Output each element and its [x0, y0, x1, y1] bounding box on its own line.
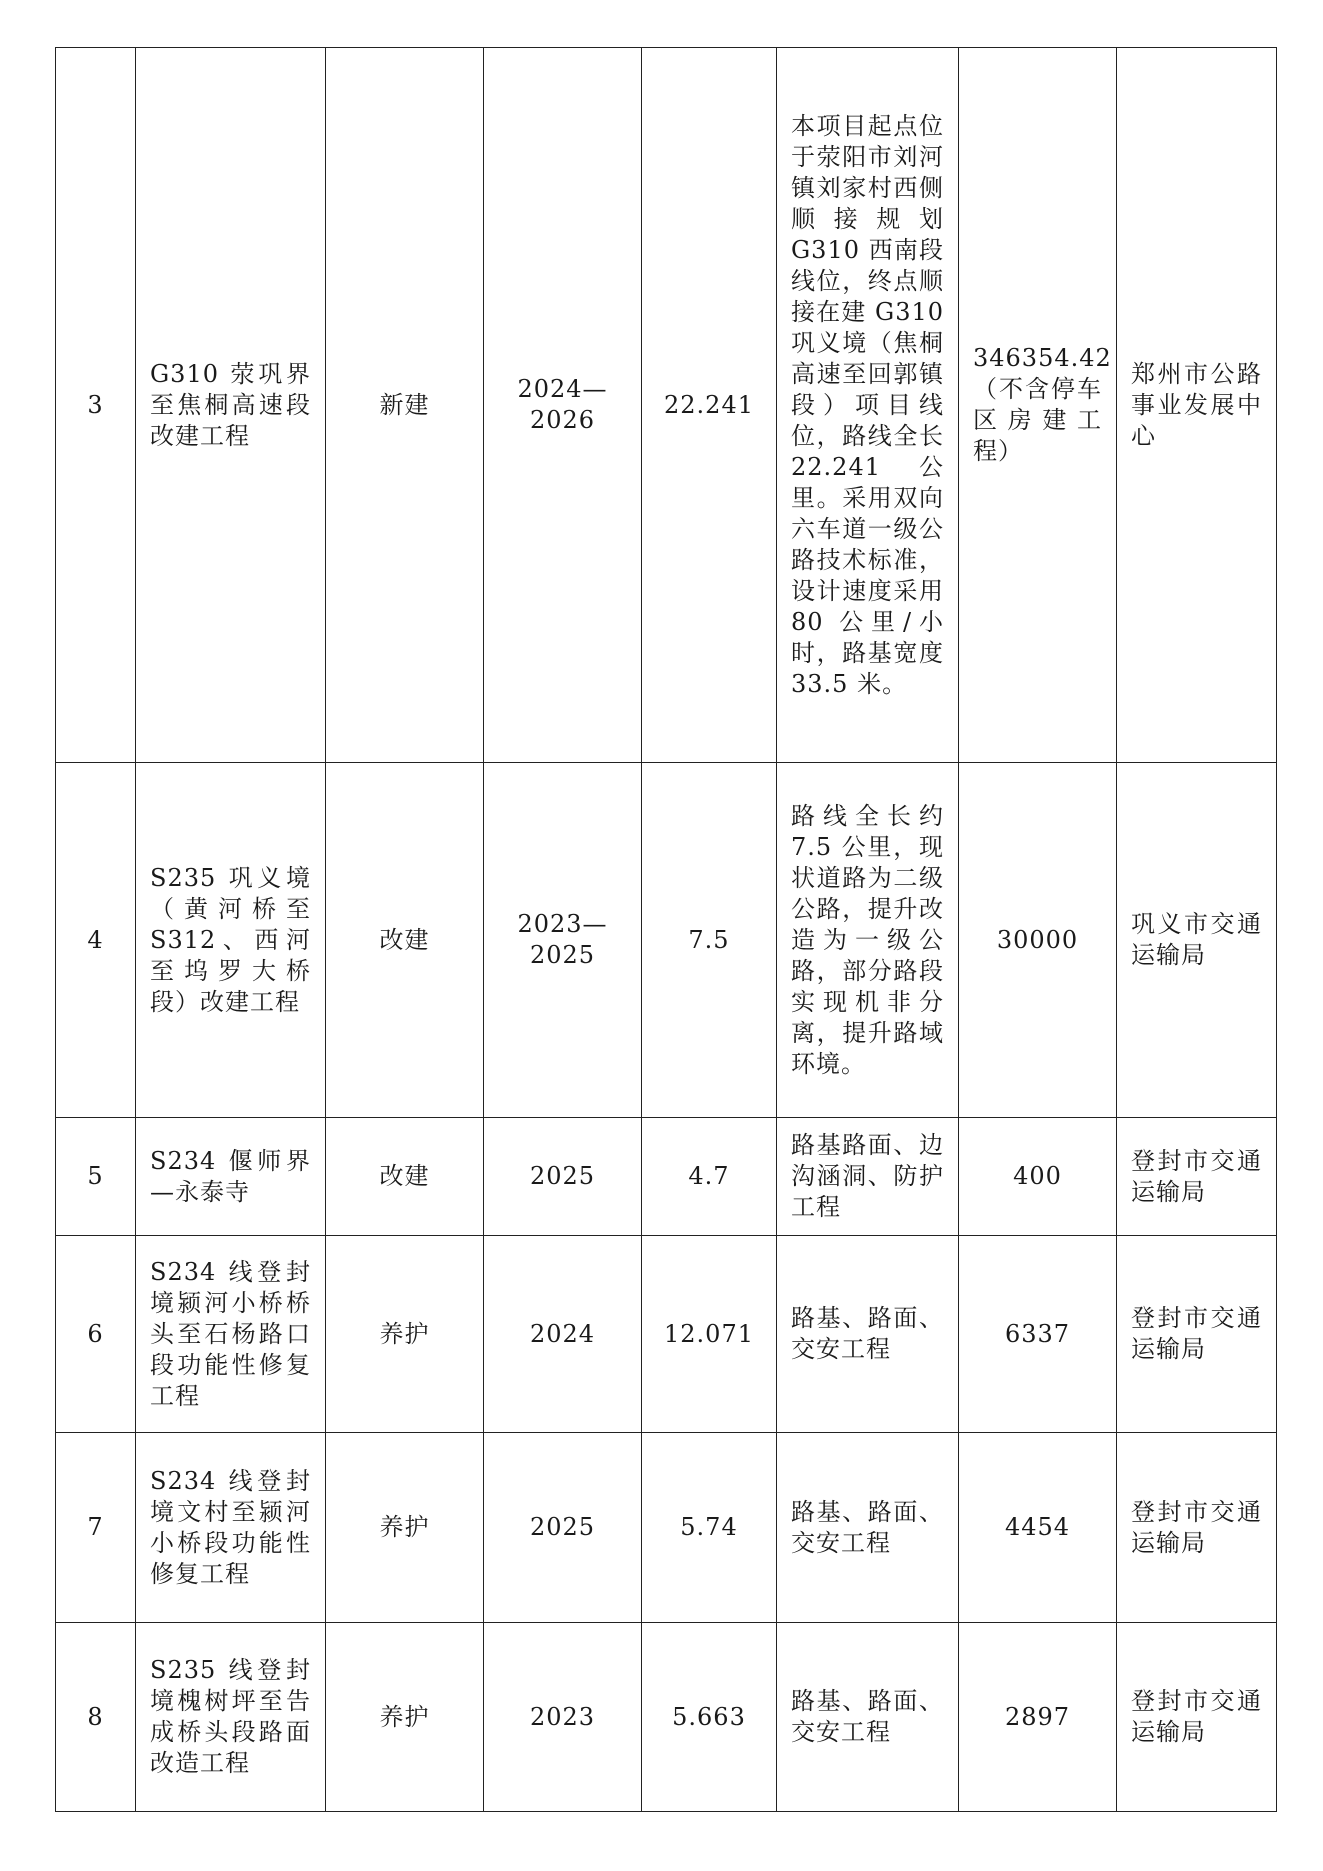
- construction-content: 路线全长约 7.5 公里，现状道路为二级公路，提升改造为一级公路，部分路段实现机非分离，提升路域环境。: [777, 763, 959, 1118]
- route-length: 12.071: [642, 1236, 777, 1433]
- total-investment: 400: [959, 1118, 1117, 1236]
- responsible-unit: 登封市交通运输局: [1117, 1623, 1277, 1812]
- row-number: 7: [56, 1433, 136, 1623]
- total-investment: 2897: [959, 1623, 1117, 1812]
- construction-type: 新建: [326, 48, 484, 763]
- project-name: S234 线登封境颍河小桥桥头至石杨路口段功能性修复工程: [136, 1236, 326, 1433]
- construction-content: 路基、路面、交安工程: [777, 1433, 959, 1623]
- responsible-unit: 登封市交通运输局: [1117, 1433, 1277, 1623]
- route-length: 4.7: [642, 1118, 777, 1236]
- total-investment: 346354.42（不含停车区房建工程）: [959, 48, 1117, 763]
- project-name: S234 偃师界—永泰寺: [136, 1118, 326, 1236]
- project-table: [55, 47, 1277, 1812]
- project-name: G310 荥巩界至焦桐高速段改建工程: [136, 48, 326, 763]
- total-investment: 6337: [959, 1236, 1117, 1433]
- total-investment: 30000: [959, 763, 1117, 1118]
- table-row: [56, 1118, 1277, 1236]
- construction-period: 2025: [484, 1433, 642, 1623]
- row-number: 8: [56, 1623, 136, 1812]
- construction-content: 路基路面、边沟涵洞、防护工程: [777, 1118, 959, 1236]
- construction-period: 2023: [484, 1623, 642, 1812]
- construction-content: 路基、路面、交安工程: [777, 1236, 959, 1433]
- row-number: 3: [56, 48, 136, 763]
- row-number: 5: [56, 1118, 136, 1236]
- row-number: 4: [56, 763, 136, 1118]
- construction-type: 养护: [326, 1623, 484, 1812]
- project-name: S235 线登封境槐树坪至告成桥头段路面改造工程: [136, 1623, 326, 1812]
- responsible-unit: 郑州市公路事业发展中心: [1117, 48, 1277, 763]
- construction-period: 2024—2026: [484, 48, 642, 763]
- construction-content: 路基、路面、交安工程: [777, 1623, 959, 1812]
- table-row: [56, 1623, 1277, 1812]
- responsible-unit: 登封市交通运输局: [1117, 1118, 1277, 1236]
- responsible-unit: 登封市交通运输局: [1117, 1236, 1277, 1433]
- project-name: S235 巩义境（黄河桥至 S312、西河至坞罗大桥段）改建工程: [136, 763, 326, 1118]
- construction-type: 改建: [326, 1118, 484, 1236]
- total-investment: 4454: [959, 1433, 1117, 1623]
- construction-period: 2025: [484, 1118, 642, 1236]
- table-row: [56, 763, 1277, 1118]
- table-row: [56, 48, 1277, 763]
- route-length: 22.241: [642, 48, 777, 763]
- row-number: 6: [56, 1236, 136, 1433]
- route-length: 5.663: [642, 1623, 777, 1812]
- construction-content: 本项目起点位于荥阳市刘河镇刘家村西侧顺接规划 G310 西南段线位，终点顺接在建 G310 巩义境（焦桐高速至回郭镇段）项目线位，路线全长 22.241 公里。采用双向六车道一级公路技术标准，设计速度采用 80 公里/小时，路基宽度 33.5 米。: [777, 48, 959, 763]
- construction-type: 改建: [326, 763, 484, 1118]
- route-length: 7.5: [642, 763, 777, 1118]
- table-row: [56, 1236, 1277, 1433]
- construction-type: 养护: [326, 1433, 484, 1623]
- construction-period: 2023—2025: [484, 763, 642, 1118]
- responsible-unit: 巩义市交通运输局: [1117, 763, 1277, 1118]
- construction-type: 养护: [326, 1236, 484, 1433]
- project-name: S234 线登封境文村至颍河小桥段功能性修复工程: [136, 1433, 326, 1623]
- route-length: 5.74: [642, 1433, 777, 1623]
- construction-period: 2024: [484, 1236, 642, 1433]
- table-row: [56, 1433, 1277, 1623]
